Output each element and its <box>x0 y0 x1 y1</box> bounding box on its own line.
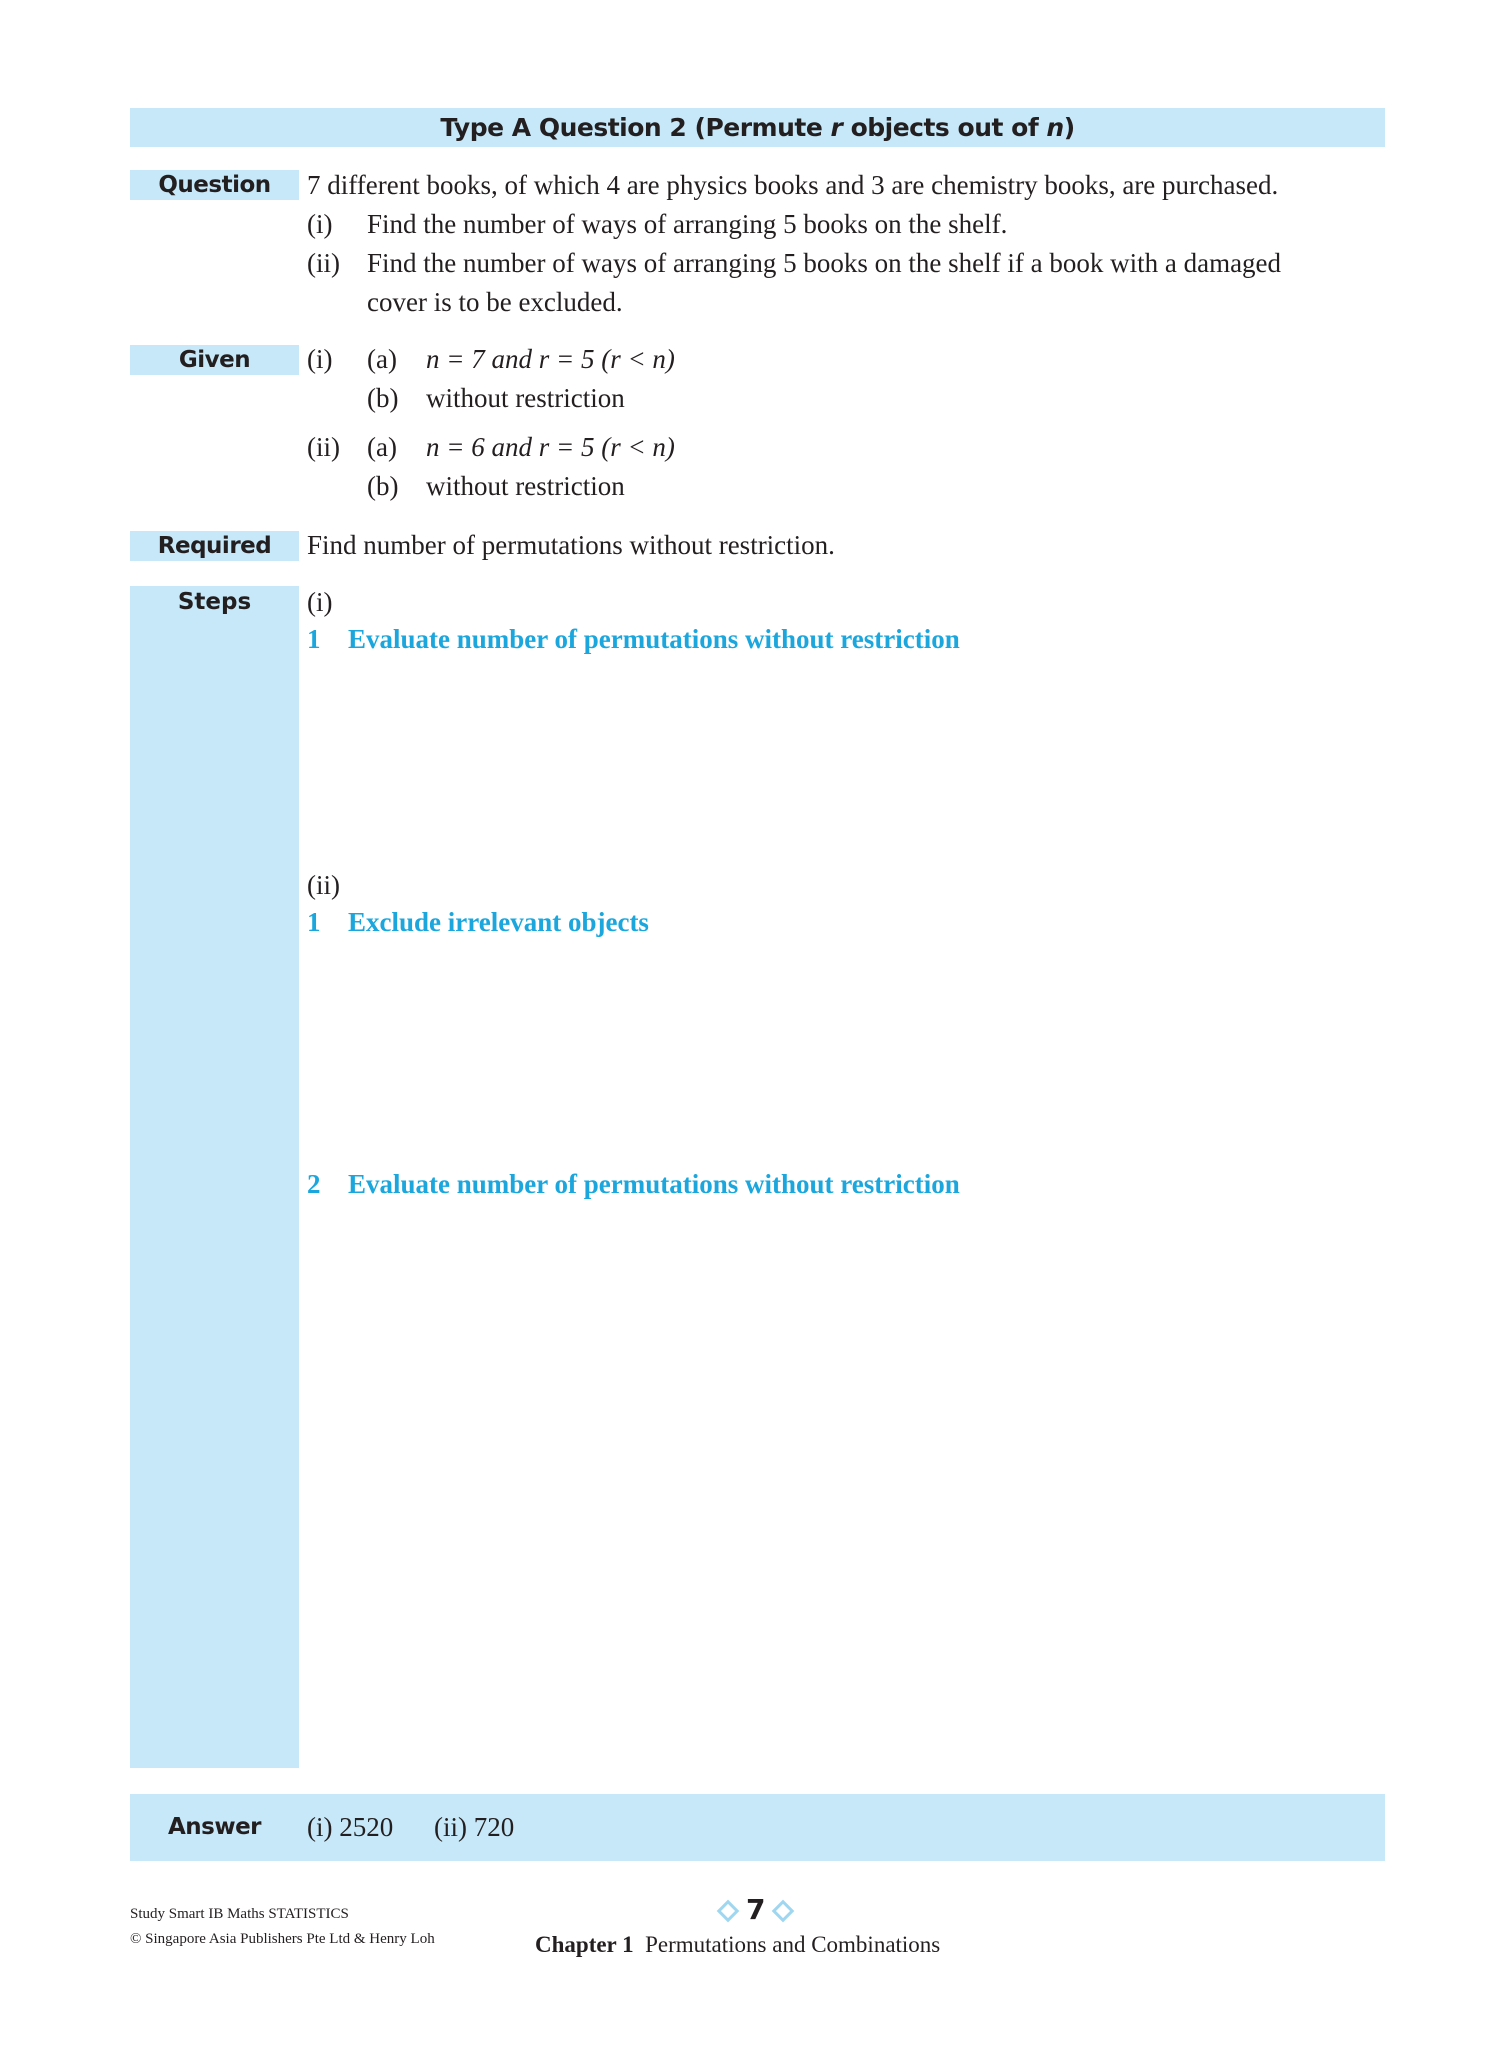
required-text: Find number of permutations without restriction. <box>307 530 835 560</box>
given-i-b-text: without restriction <box>426 383 625 413</box>
step-ii-2-text: Evaluate number of permutations without restriction <box>348 1169 960 1199</box>
required-label: Required <box>130 531 299 561</box>
footer-copyright: © Singapore Asia Publishers Pte Ltd & Henry Loh <box>130 1931 435 1947</box>
answer-i: (i) 2520 <box>307 1812 394 1842</box>
given-i-num: (i) <box>307 344 333 374</box>
question-part-ii-text: Find the number of ways of arranging 5 books on the shelf if a book with a damaged <box>367 248 1282 278</box>
step-i-1-num: 1 <box>307 624 321 654</box>
given-ii-a-text: n = 6 and r = 5 (r < n) <box>426 432 675 462</box>
steps-part-ii-num: (ii) <box>307 870 340 900</box>
question-intro: 7 different books, of which 4 are physics books and 3 are chemistry books, are purchased. <box>307 170 1279 200</box>
chapter-title: Permutations and Combinations <box>645 1932 941 1957</box>
page-number-group <box>710 1893 801 1926</box>
given-i-a-text: n = 7 and r = 5 (r < n) <box>426 344 675 374</box>
answer-ii: (ii) 720 <box>434 1812 515 1842</box>
question-part-i-num: (i) <box>307 209 333 239</box>
section-title-bar <box>130 108 1385 147</box>
answer-label: Answer <box>167 1814 262 1840</box>
step-ii-2-num: 2 <box>307 1169 321 1199</box>
chapter-footer <box>535 1932 940 1958</box>
diamond-icon <box>717 1900 740 1923</box>
steps-label: Steps <box>177 589 252 615</box>
question-part-ii-num: (ii) <box>307 248 340 278</box>
footer-book-title: Study Smart IB Maths STATISTICS <box>130 1906 349 1922</box>
given-label: Given <box>130 345 299 375</box>
diamond-icon <box>772 1900 795 1923</box>
step-ii-1-num: 1 <box>307 907 321 937</box>
step-ii-1-text: Exclude irrelevant objects <box>348 907 649 937</box>
given-ii-a-label: (a) <box>367 432 397 462</box>
question-part-i-text: Find the number of ways of arranging 5 books on the shelf. <box>367 209 1008 239</box>
given-ii-b-text: without restriction <box>426 471 625 501</box>
given-i-a-label: (a) <box>367 344 397 374</box>
steps-part-i-num: (i) <box>307 587 333 617</box>
given-ii-num: (ii) <box>307 432 340 462</box>
section-title: Type A Question 2 (Permute r objects out of n) <box>440 113 1075 142</box>
question-label: Question <box>130 170 299 200</box>
page-number: 7 <box>746 1893 766 1926</box>
steps-column <box>130 586 299 1768</box>
question-part-ii-text-cont: cover is to be excluded. <box>367 287 623 317</box>
chapter-label: Chapter 1 <box>535 1932 634 1957</box>
given-ii-b-label: (b) <box>367 471 399 501</box>
given-i-b-label: (b) <box>367 383 399 413</box>
step-i-1-text: Evaluate number of permutations without restriction <box>348 624 960 654</box>
